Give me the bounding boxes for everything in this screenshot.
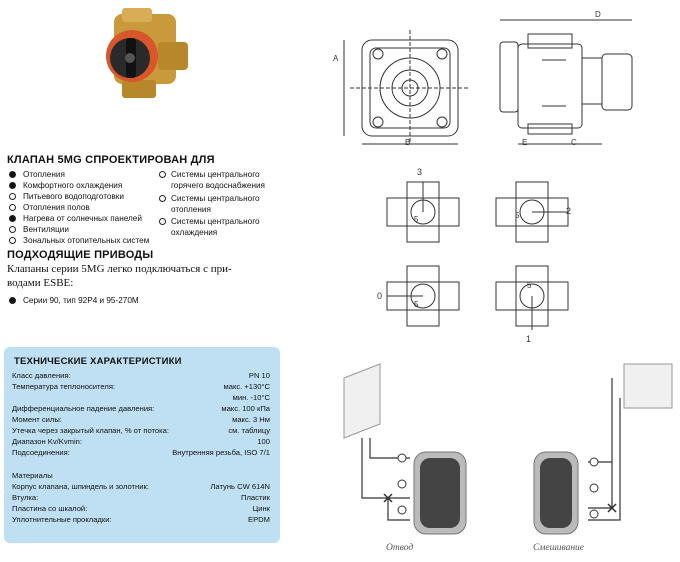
list-item: охлаждения [171,228,218,237]
bullet-icon [9,297,16,304]
drives-item: Серии 90, тип 92P4 и 95-270M [23,296,139,305]
design-heading: КЛАПАН 5MG СПРОЕКТИРОВАН ДЛЯ [7,154,215,166]
bullet-icon [9,193,16,200]
spec-row: Утечка через закрытый клапан, % от потока: см. таблицу [12,426,270,435]
spec-row: Корпус клапана, шпиндель и золотник: Латунь CW 614N [12,482,270,491]
drives-heading: ПОДХОДЯЩИЕ ПРИВОДЫ [7,249,154,261]
list-item: отопления [171,205,211,214]
dimension-label-e: E [522,138,528,147]
dimension-label-c: C [571,138,577,147]
spec-row: Пластина со шкалой: Цинк [12,504,270,513]
list-item: Системы центрального [171,217,260,226]
dimension-label-b: B [405,138,411,147]
dimension-label-d: D [595,10,601,19]
spec-row: Втулка: Пластик [12,493,270,502]
spec-row: Подсоединения: Внутренняя резьба, ISO 7/1 [12,448,270,457]
position-label-5: 5 [515,211,520,220]
product-photo [92,6,200,106]
spec-row: Момент силы: макс. 3 Нм [12,415,270,424]
list-item: Системы центрального [171,194,260,203]
bullet-icon [9,215,16,222]
bullet-icon [9,226,16,233]
list-item: Нагрева от солнечных панелей [23,214,142,223]
drives-text: водами ESBE: [7,277,74,289]
caption-mixing: Смешивание [533,543,585,553]
list-item: Зональных отопительных систем [23,236,150,245]
bullet-icon [9,182,16,189]
list-item: Отопления полов [23,203,90,212]
spec-row: Класс давления: PN 10 [12,371,270,380]
bullet-icon [9,204,16,211]
position-label-5: 5 [414,300,419,309]
position-label-2: 2 [566,206,572,216]
materials-heading: Материалы [12,471,53,480]
caption-diversion: Отвод [386,543,414,553]
list-item: горячего водоснабжения [171,181,265,190]
position-label-5: 5 [527,281,532,290]
port-diagram-4 [494,262,570,330]
port-diagram-1 [385,178,461,246]
list-item: Питьевого водоподготовки [23,192,124,201]
position-label-0: 0 [377,291,383,301]
schematic-mixing [528,358,678,538]
port-diagram-2 [494,178,570,246]
dimension-label-a: A [333,54,339,63]
specs-heading: ТЕХНИЧЕСКИЕ ХАРАКТЕРИСТИКИ [14,356,182,367]
bullet-icon [159,171,166,178]
spec-row: Уплотнительные прокладки: EPDM [12,515,270,524]
port-diagram-3 [385,262,461,330]
spec-row: Диапазон Kv/Kvmin: 100 [12,437,270,446]
bullet-icon [9,237,16,244]
schematic-diversion [340,358,470,538]
bullet-icon [9,171,16,178]
list-item: Вентиляции [23,225,69,234]
list-item: Комфортного охлаждения [23,181,123,190]
list-item: Системы центрального [171,170,260,179]
position-label-1: 1 [526,334,532,344]
spec-row: Температура теплоносителя: макс. +130°C [12,382,270,391]
specs-panel: ТЕХНИЧЕСКИЕ ХАРАКТЕРИСТИКИ Класс давления: PN 10 Температура теплоносителя: макс. +130°C мин. -10°C Дифференциальное падение давления: макс. 100 кПа Момент силы: макс. 3 Нм Утечка через закрытый клапан, % от потока: см. таблицу Диапазон Kv/Kvmin: 100 Подсоединения: Внутренняя резьба, ISO 7/1 Материалы Корпус клапана, шпиндель и золотник: Латунь CW 614N Втулка: Пластик Пластина со шкалой: Цинк Уплотнительные прокладки: EPDM [4,347,280,543]
dimension-drawing-side [492,14,642,150]
position-label-5: 5 [414,215,419,224]
bullet-icon [159,218,166,225]
bullet-icon [159,195,166,202]
drives-text: Клапаны серии 5MG легко подключаться с при- [7,263,232,275]
spec-row: Дифференциальное падение давления: макс. 100 кПа [12,404,270,413]
dimension-drawing-front [340,30,470,150]
position-label-3: 3 [417,167,423,177]
list-item: Отопления [23,170,65,179]
